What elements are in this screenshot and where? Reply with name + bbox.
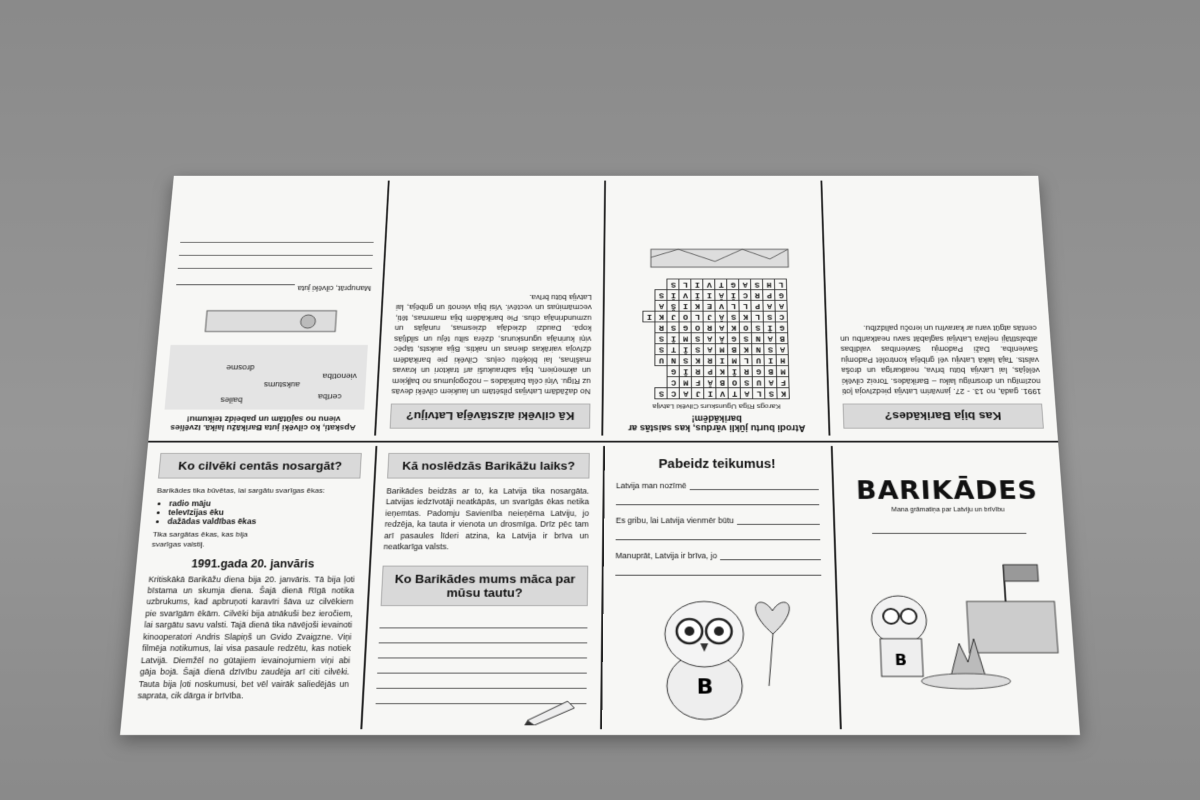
writing-lines xyxy=(376,613,588,704)
wordsearch-row xyxy=(643,377,789,388)
wordsearch-cell[interactable]: L xyxy=(740,355,752,366)
wordsearch-row xyxy=(643,333,788,344)
wordsearch-cell[interactable]: F xyxy=(692,377,704,388)
answer-line xyxy=(616,528,821,540)
panel-wordsearch xyxy=(603,176,830,441)
booklet-title: BARIKĀDES xyxy=(855,475,1039,506)
answer-line xyxy=(616,494,819,506)
wordsearch-cell[interactable]: G xyxy=(753,366,765,377)
wordsearch-cell[interactable]: K xyxy=(716,366,728,377)
wordsearch-cell[interactable]: U xyxy=(753,377,765,388)
wordsearch-cell[interactable]: B xyxy=(728,344,740,355)
wordsearch-cell[interactable]: S xyxy=(692,344,704,355)
wordsearch-cell[interactable]: C xyxy=(668,377,680,388)
feelings-sentence: Manuprāt, cilvēki juta xyxy=(175,284,371,292)
wordsearch-cell[interactable]: Ā xyxy=(704,377,716,388)
ending-heading: Kā noslēdzās Barikāžu laiks? xyxy=(387,453,590,479)
list-item: • radio māju xyxy=(169,499,359,508)
wordsearch-cell[interactable]: V xyxy=(679,290,691,301)
wordsearch-cell[interactable]: S xyxy=(692,333,704,344)
wordsearch-cell[interactable]: B xyxy=(776,333,788,344)
svg-text:B: B xyxy=(696,674,714,699)
finish-prompt: Es gribu, lai Latvija vienmēr būtu xyxy=(616,516,820,525)
wordsearch-cell[interactable]: T xyxy=(715,279,727,290)
wordsearch-cell[interactable]: K xyxy=(692,355,704,366)
wordsearch-cell[interactable]: A xyxy=(765,377,777,388)
wordsearch-cell[interactable]: Ī xyxy=(691,290,703,301)
wordsearch-cell[interactable]: C xyxy=(668,388,680,399)
wordsearch-cell[interactable]: L xyxy=(753,388,765,399)
wordsearch-cell[interactable]: T xyxy=(729,388,741,399)
wordsearch-cell[interactable]: R xyxy=(655,322,667,333)
wordsearch-cell[interactable]: R xyxy=(751,290,763,301)
wordsearch-cell[interactable]: F xyxy=(777,377,789,388)
feelings-heading: Apskati, ko cilvēki juta Barikāžu laikā. Izvēlies vienu no sajūtām un pabeidz teikumu! xyxy=(169,414,356,433)
finish-heading: Pabeidz teikumus! xyxy=(658,456,776,471)
wordsearch-cell[interactable]: O xyxy=(692,322,704,333)
panel-feelings xyxy=(148,176,390,441)
wordsearch-cell[interactable]: K xyxy=(728,322,740,333)
wordsearch-cell[interactable]: Ī xyxy=(728,366,740,377)
panel-what-protected xyxy=(120,441,376,735)
wordsearch-cell[interactable]: Ī xyxy=(667,333,679,344)
wordsearch-heading: Atrodi burtu jūkli vārdus, kas saistās ar barikādēm! xyxy=(628,413,806,433)
wordsearch-cell[interactable]: U xyxy=(655,355,667,366)
wordsearch-cell[interactable]: S xyxy=(655,388,667,399)
wordsearch-cell[interactable]: N xyxy=(752,344,764,355)
wordsearch-cell[interactable]: A xyxy=(776,344,788,355)
wordsearch-row xyxy=(643,388,790,399)
wordsearch-cell[interactable]: K xyxy=(740,344,752,355)
panel-what-were-barricades xyxy=(822,176,1058,441)
feeling-word: aukstums xyxy=(263,380,301,390)
protect-text: Kritiskākā Barikāžu diena bija 20. janvāris. Tā bija ļoti bīstama un skumja diena. Šajā dienā Rīgā notika uzbrukums, kad apbruņoti karavīri šāva uz cilvēkiem pie svarīgām ēkām. Cilvēki bija atnākuši bez ieročiem, lai sargātu savu valsti. Tajā dienā tika nāvējoši ievainoti kinooperatori Andris Slapiņš un Gvido Zvaigzne. Viņi filmēja notikumus, lai visa pasaule redzētu, kas notiek Latvijā. Diemžēl no gūtajiem ievainojumiem viņi abi gāja bojā. Šajā dienā dzīvību zaudēja arī citi cilvēki. Tauta bija ļoti noskumusi, bet vēl vairāk saliedējās un saprata, cik dārga ir brīvība. xyxy=(137,574,356,701)
wordsearch-cell[interactable]: V xyxy=(715,300,727,311)
defenders-text: No dažādām Latvijas pilsētām un laukiem cilvēki devās uz Rīgu. Viņi cēla barikādes – nožogojumus no baļķiem un akmeņiem, bija sabraukuši arī traktori un kravas mašīnas, lai bloķētu ceļus. Cilvēki pie barikādēm dzīvoja vairākas dienas un naktis. Bija auksts, tāpēc viņi kurināja ugunskurus, dzēra siltu tēju un sildījās kopā. Daudzi dziedāja dziesmas, runājās un uzmundrināja citus. Pie barikādēm bija mammas, tēti, vecmāmiņas un vectēvi. Visi bija vienoti un gribēja, lai Latvija būtu brīva. xyxy=(391,293,592,396)
wordsearch-cell[interactable]: I xyxy=(764,355,776,366)
panel-finish-sentences xyxy=(600,441,840,735)
wordsearch-cell[interactable]: K xyxy=(740,311,752,322)
wordsearch-cell[interactable]: J xyxy=(692,388,704,399)
wordsearch-cell[interactable]: V xyxy=(716,388,728,399)
ending-text: Barikādes beidzās ar to, ka Latvija tika nosargāta. Latvijas iedzīvotāji neatkāpās, un svarīgās ēkas netika ieņemtas. Padomju Savienība neieņēma Latviju, jo redzēja, ka tauta ir vienota un drosmīga. Drīz pēc tam arī pasaules līderi atzina, ka Latvija ir brīva un neatkarīga valsts. xyxy=(383,486,590,552)
wordsearch-cell[interactable]: S xyxy=(740,333,752,344)
protected-buildings-list xyxy=(167,499,359,526)
wordsearch-cell[interactable]: I xyxy=(643,311,655,322)
wordsearch-cell[interactable]: O xyxy=(728,377,740,388)
pencil-icon xyxy=(522,696,582,725)
wordsearch-cell[interactable]: E xyxy=(703,300,715,311)
wordsearch-cell[interactable]: A xyxy=(775,300,787,311)
wordsearch-cell[interactable]: V xyxy=(703,279,715,290)
wordsearch-cell[interactable]: J xyxy=(703,311,715,322)
wordsearch-cell[interactable]: H xyxy=(763,279,775,290)
writing-lines xyxy=(177,242,374,281)
wordsearch-row xyxy=(643,311,788,322)
feeling-word: drosme xyxy=(226,363,255,372)
feeling-word: vienotība xyxy=(322,371,357,381)
wordsearch-cell[interactable]: A xyxy=(655,300,667,311)
wordsearch-cell[interactable]: I xyxy=(703,290,715,301)
bottom-row xyxy=(120,441,1080,735)
owl-campfire-illustration xyxy=(848,556,1071,696)
wordsearch-cell[interactable]: I xyxy=(691,279,703,290)
wordsearch-cell[interactable]: R xyxy=(704,355,716,366)
feeling-word: bailes xyxy=(220,395,243,405)
panel-cover xyxy=(831,441,1080,735)
protect-heading: Ko cilvēki centās nosargāt? xyxy=(158,453,362,479)
finish-prompt: Latvija man nozīmē xyxy=(616,481,819,490)
wordsearch-cell[interactable]: S xyxy=(764,311,776,322)
wordsearch-cell[interactable]: A xyxy=(739,279,751,290)
wordsearch-cell[interactable]: Ī xyxy=(764,322,776,333)
wordsearch-cell[interactable]: A xyxy=(704,344,716,355)
wordsearch-cell[interactable]: R xyxy=(692,366,704,377)
name-line xyxy=(872,533,1026,534)
wordsearch-cell[interactable]: A xyxy=(716,322,728,333)
defenders-heading: Kā cilvēki aizstāvēja Latviju? xyxy=(390,404,591,429)
wordsearch-row xyxy=(643,290,787,301)
wordsearch-cell[interactable]: P xyxy=(763,290,775,301)
wordsearch-cell[interactable]: L xyxy=(691,311,703,322)
wordsearch-cell[interactable]: G xyxy=(776,322,788,333)
wordsearch-cell[interactable]: L xyxy=(752,311,764,322)
wordsearch-cell[interactable]: B xyxy=(716,377,728,388)
wordsearch-cell[interactable]: O xyxy=(740,322,752,333)
wordsearch-cell[interactable]: S xyxy=(752,322,764,333)
wordsearch-cell[interactable]: Ī xyxy=(680,344,692,355)
wordsearch-grid xyxy=(643,279,791,400)
wordsearch-cell[interactable]: A xyxy=(704,333,716,344)
wordsearch-row xyxy=(643,300,787,311)
wordsearch-cell[interactable]: G xyxy=(728,333,740,344)
wordsearch-cell[interactable]: G xyxy=(775,290,787,301)
wordsearch-cell[interactable]: P xyxy=(704,366,716,377)
wordsearch-cell[interactable]: S xyxy=(765,388,777,399)
wordsearch-cell[interactable]: L xyxy=(679,279,691,290)
wordsearch-cell[interactable]: A xyxy=(680,388,692,399)
wordsearch-cell[interactable]: C xyxy=(776,311,788,322)
date-heading: 1991.gada 20. janvāris xyxy=(190,557,315,570)
wordsearch-cell[interactable]: A xyxy=(763,300,775,311)
wordsearch-cell[interactable]: K xyxy=(655,311,667,322)
wordsearch-cell[interactable]: K xyxy=(691,300,703,311)
wordsearch-cell[interactable]: Ī xyxy=(667,290,679,301)
wordsearch-cell[interactable]: M xyxy=(728,355,740,366)
wordsearch-cell[interactable]: S xyxy=(764,344,776,355)
wordsearch-cell[interactable]: A xyxy=(741,388,753,399)
wordsearch-cell[interactable]: S xyxy=(655,333,667,344)
booklet-subtitle: Mana grāmatiņa par Latviju un brīvību xyxy=(891,506,1005,514)
wordsearch-cell[interactable]: S xyxy=(728,311,740,322)
wordsearch-cell[interactable]: G xyxy=(668,366,680,377)
wordsearch-cell[interactable]: M xyxy=(680,377,692,388)
wordsearch-cell[interactable]: L xyxy=(775,279,787,290)
feelings-wordbox xyxy=(165,345,368,410)
wordsearch-cell[interactable]: R xyxy=(740,366,752,377)
wordsearch-cell[interactable]: C xyxy=(739,290,751,301)
barricade-sketch xyxy=(177,302,365,339)
wordsearch-cell[interactable]: U xyxy=(752,355,764,366)
wordsearch-cell[interactable]: M xyxy=(716,344,728,355)
what-text: 1991. gadā, no 13. - 27. janvārim Latvija piedzīvoja ļoti nozīmīgu un drosmīgu laiku – Barikādes. Toreiz cilvēki vēlējās, lai Latvija būtu brīva, neatkarīga un droša valsts. Tajā laikā Latviju vēl gribēja kontrolēt Padomju Savienība. Daži Padomju Savienības valdības atbalstītāji neļāva Latvijai saglabāt savu neatkarību un centās atgūt varu ar karavīru un ieroču palīdzību. xyxy=(840,324,1042,396)
wordsearch-row xyxy=(643,322,788,333)
top-row-upside-down xyxy=(148,176,1058,441)
wordsearch-cell[interactable]: G xyxy=(679,322,691,333)
panel-defenders xyxy=(376,176,606,441)
wordsearch-cell[interactable]: N xyxy=(752,333,764,344)
wordsearch-cell[interactable]: R xyxy=(704,322,716,333)
wordsearch-cell[interactable]: Ā xyxy=(716,311,728,322)
wordsearch-row xyxy=(643,355,789,366)
panel-ending xyxy=(360,441,603,735)
wordsearch-cell[interactable]: S xyxy=(680,355,692,366)
brochure-sheet xyxy=(120,176,1080,735)
wordsearch-cell[interactable]: S xyxy=(741,377,753,388)
wordsearch-cell[interactable]: Š xyxy=(667,300,679,311)
svg-text:B: B xyxy=(894,650,908,670)
barricade-sketch xyxy=(623,241,807,273)
wordsearch-cell[interactable]: Ī xyxy=(680,366,692,377)
wordsearch-cell[interactable]: M xyxy=(680,333,692,344)
wordsearch-cell[interactable]: A xyxy=(764,333,776,344)
wordsearch-cell[interactable]: J xyxy=(667,311,679,322)
wordsearch-cell[interactable]: Ā xyxy=(716,333,728,344)
wordsearch-cell[interactable]: Ī xyxy=(727,290,739,301)
wordsearch-cell[interactable]: Ā xyxy=(715,290,727,301)
feeling-word: cerība xyxy=(317,392,342,401)
wordsearch-row xyxy=(643,344,788,355)
wordsearch-cell[interactable]: M xyxy=(777,366,789,377)
wordsearch-cell[interactable]: I xyxy=(679,300,691,311)
wordsearch-cell[interactable]: S xyxy=(655,290,667,301)
wordsearch-cell[interactable]: H xyxy=(777,355,789,366)
protect-intro: Barikādes tika būvētas, lai sargātu svarīgas ēkas: xyxy=(156,486,326,495)
wordsearch-cell[interactable]: S xyxy=(667,279,679,290)
list-item: • dažādas valdības ēkas xyxy=(167,517,358,526)
protect-caption: Tika sargātas ēkas, kas bija svarīgas valstij. xyxy=(151,530,249,549)
wordsearch-row xyxy=(643,279,787,290)
wordsearch-cell[interactable]: L xyxy=(739,300,751,311)
wordsearch-cell[interactable]: B xyxy=(765,366,777,377)
wordsearch-cell[interactable]: N xyxy=(667,355,679,366)
finish-prompt: Manuprāt, Latvija ir brīva, jo xyxy=(615,551,820,560)
wordsearch-cell[interactable]: O xyxy=(679,311,691,322)
wordsearch-cell[interactable]: T xyxy=(667,344,679,355)
wordsearch-cell[interactable]: S xyxy=(751,279,763,290)
wordsearch-cell[interactable]: P xyxy=(751,300,763,311)
owl-with-heart-illustration xyxy=(635,583,805,724)
wordsearch-row xyxy=(643,366,789,377)
wordsearch-cell[interactable]: L xyxy=(727,300,739,311)
wordsearch-cell[interactable]: K xyxy=(777,388,789,399)
list-item: • televīzijas ēku xyxy=(168,508,359,517)
wordsearch-words: Karogs Rīga Ugunskurs Cilvēki Latvija xyxy=(652,402,781,411)
answer-line xyxy=(615,564,821,576)
question-heading: Ko Barikādes mums māca par mūsu tautu? xyxy=(381,565,589,605)
wordsearch-cell[interactable]: G xyxy=(727,279,739,290)
wordsearch-cell[interactable]: S xyxy=(667,322,679,333)
wordsearch-cell[interactable]: S xyxy=(655,344,667,355)
wordsearch-cell[interactable]: I xyxy=(716,355,728,366)
wordsearch-cell[interactable]: I xyxy=(704,388,716,399)
what-heading: Kas bija Barikādes? xyxy=(843,404,1044,429)
